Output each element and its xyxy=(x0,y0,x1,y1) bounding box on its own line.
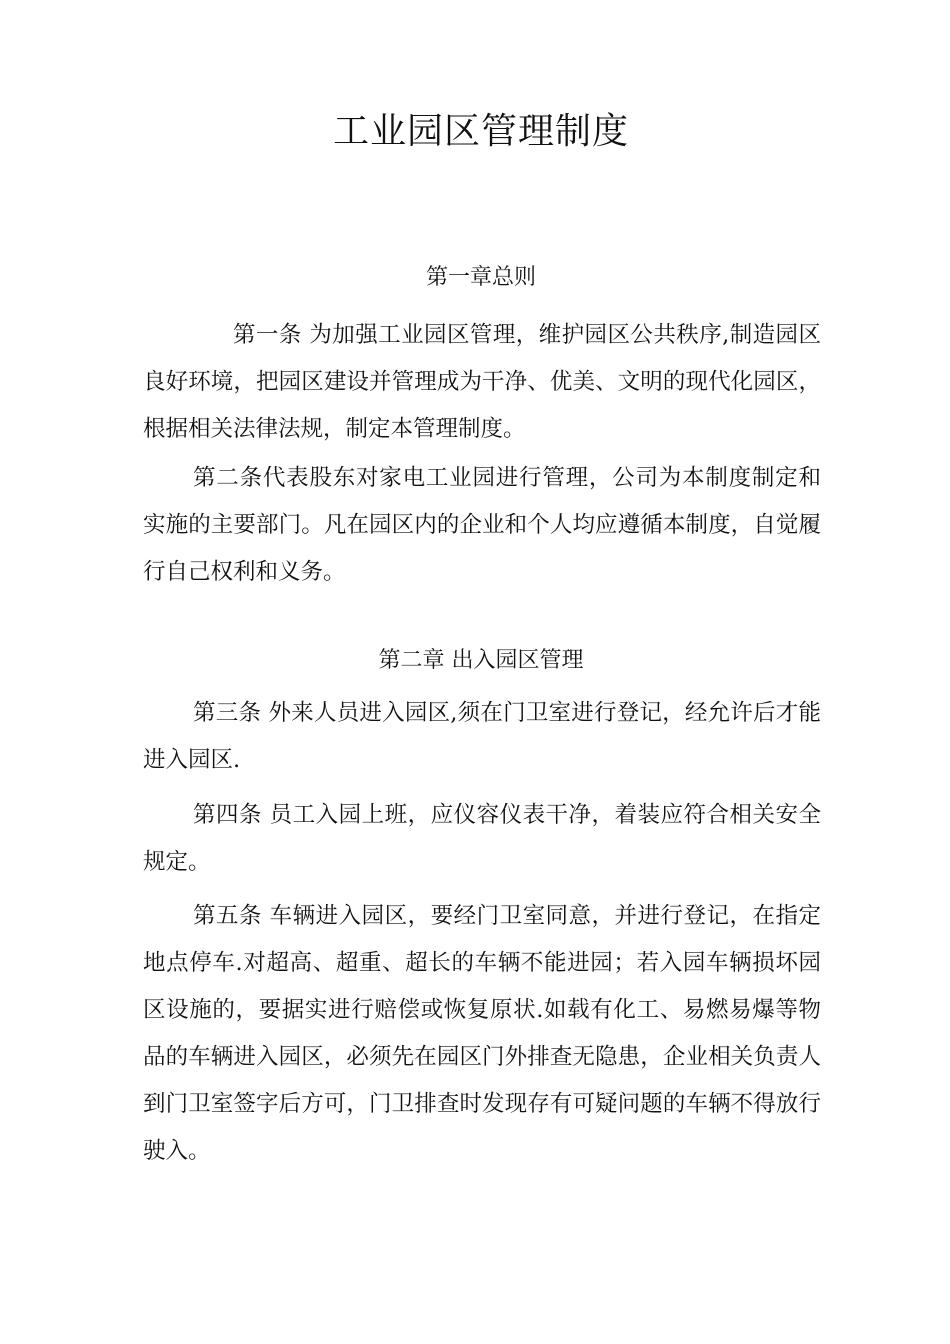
chapter-heading-2: 第二章 出入园区管理 xyxy=(378,648,584,673)
chapter-heading-1: 第一章总则 xyxy=(425,265,536,290)
article-4: 第四条 员工入园上班，应仪容仪表干净，着装应符合相关安全规定。 xyxy=(143,802,821,875)
article-1: 第一条 为加强工业园区管理，维护园区公共秩序,制造园区良好环境，把园区建设并管理成为干净、优美、文明的现代化园区，根据相关法律法规，制定本管理制度。 xyxy=(143,322,821,442)
article-3: 第三条 外来人员进入园区,须在门卫室进行登记，经允许后才能进入园区. xyxy=(143,700,821,773)
article-5: 第五条 车辆进入园区，要经门卫室同意，并进行登记，在指定地点停车.对超高、超重、超长的车辆不能进园；若入园车辆损坏园区设施的，要据实进行赔偿或恢复原状.如载有化工、易燃易爆等物品的车辆进入园区，必须先在园区门外排查无隐患，企业相关负责人到门卫室签字后方可，门卫排查时发现存有可疑问题的车辆不得放行驶入。 xyxy=(143,903,821,1164)
article-2: 第二条代表股东对家电工业园进行管理，公司为本制度制定和实施的主要部门。凡在园区内的企业和个人均应遵循本制度，自觉履行自己权利和义务。 xyxy=(143,465,821,585)
document-title: 工业园区管理制度 xyxy=(332,111,629,152)
